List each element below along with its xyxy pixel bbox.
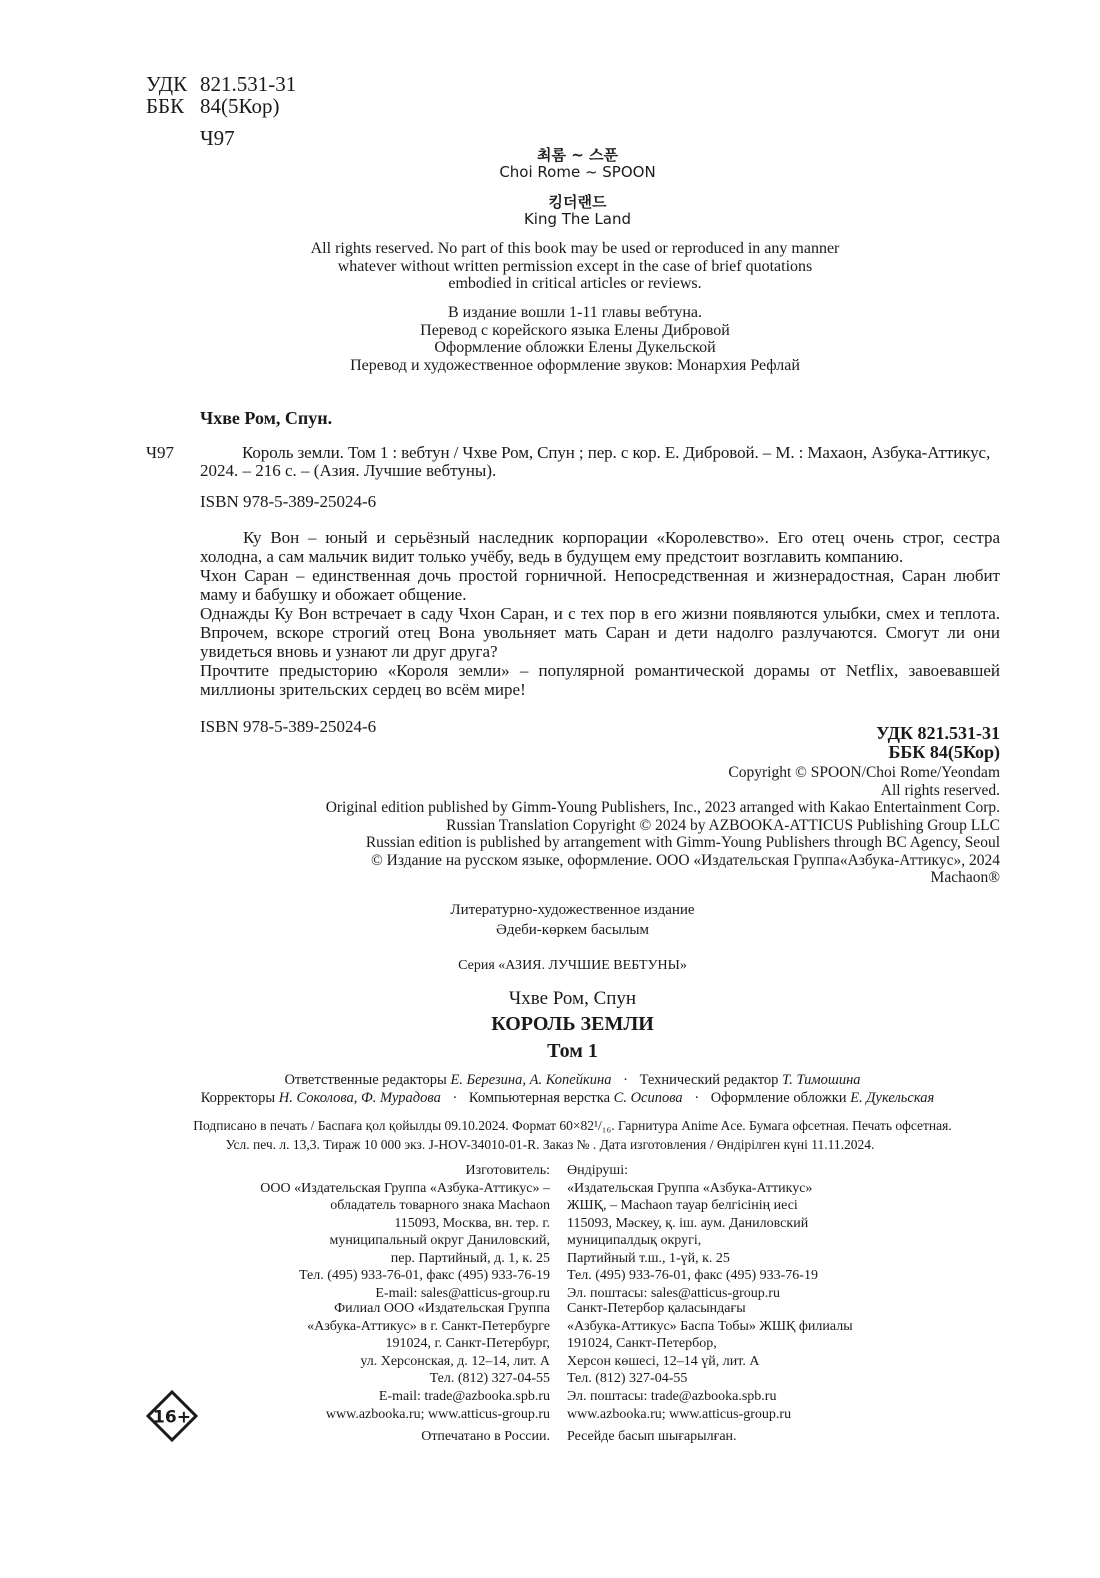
- imprint-line: пер. Партийный, д. 1, к. 25: [390, 1250, 550, 1266]
- annotation: [200, 528, 1000, 699]
- copyright-line: © Издание на русском языке, оформление. ООО «Издательская Группа«Азбука-Аттикус», 2024: [371, 851, 1000, 869]
- staff-names: Т. Тимошина: [782, 1072, 861, 1088]
- imprint-line: «Азбука-Аттикус» Баспа Тобы» ЖШҚ филиалы: [567, 1318, 853, 1334]
- age-rating-text: 16+: [153, 1407, 191, 1428]
- staff-separator: ·: [623, 1072, 628, 1088]
- imprint-line: Херсон көшесі, 12–14 үй, лит. А: [567, 1353, 760, 1369]
- edition-type-kz: Әдеби-көркем басылым: [496, 922, 649, 938]
- imprint-line: ул. Херсонская, д. 12–14, лит. А: [360, 1353, 550, 1369]
- staff-separator: ·: [694, 1090, 700, 1106]
- edition-volume: Том 1: [547, 1040, 598, 1062]
- imprint-line: Эл. поштасы: trade@azbooka.spb.ru: [567, 1388, 777, 1404]
- staff-names: Е. Дукельская: [850, 1090, 935, 1106]
- catalog-isbn: ISBN 978-5-389-25024-6: [200, 492, 377, 511]
- udk-label: УДК: [146, 72, 188, 96]
- copyright-line: Original edition published by Gimm-Young Publishers, Inc., 2023 arranged with Kakao Entertainment Corp.: [325, 799, 1000, 816]
- staff-separator: ·: [452, 1090, 458, 1106]
- imprint-line: Тел. (812) 327-04-55: [567, 1371, 688, 1386]
- udk-value: 821.531-31: [200, 72, 297, 96]
- staff-row-1: [0, 1072, 1100, 1089]
- rights-line: whatever without written permission except in the case of brief quotations: [337, 257, 813, 275]
- imprint-line: E-mail: sales@atticus-group.ru: [375, 1285, 550, 1301]
- rights-line: embodied in critical articles or reviews.: [448, 275, 702, 292]
- catalog-mark: Ч97: [146, 443, 175, 462]
- imprint-line: «Издательская Группа «Азбука-Аттикус»: [567, 1180, 813, 1196]
- credits-line: Оформление обложки Елены Дукельской: [434, 339, 716, 356]
- printed-right: Ресейде басып шығарылған.: [567, 1429, 737, 1444]
- imprint-line: 191024, г. Санкт-Петербург,: [385, 1336, 550, 1351]
- web-right: www.azbooka.ru; www.atticus-group.ru: [567, 1407, 792, 1422]
- imprint-line: ЖШҚ, – Machaon тауар белгісінің иесі: [567, 1198, 798, 1213]
- edition-type-ru: Литературно-художественное издание: [450, 902, 695, 918]
- copyright-line: Russian edition is published by arrangement with Gimm-Young Publishers through BC Agency, Seoul: [365, 834, 1000, 851]
- imprint-line: 115093, Москва, вн. тер. г.: [394, 1215, 550, 1231]
- staff-names: Н. Соколова, Ф. Мурадова: [278, 1090, 441, 1106]
- copyright-line: Copyright © SPOON/Choi Rome/Yeondam: [728, 764, 1000, 781]
- imprint-right-1: [567, 1162, 987, 1302]
- imprint-line: ООО «Издательская Группа «Азбука-Аттикус» –: [260, 1180, 550, 1196]
- staff-row-2: [0, 1090, 1100, 1107]
- catalog-line-2: 2024. – 216 с. – (Азия. Лучшие вебтуны).: [200, 461, 497, 480]
- copyright-line: Russian Translation Copyright © 2024 by AZBOOKA-ATTICUS Publishing Group LLC: [446, 816, 1000, 834]
- imprint-line: E-mail: trade@azbooka.spb.ru: [378, 1388, 550, 1404]
- imprint-line: Тел. (495) 933-76-01, факс (495) 933-76-19: [567, 1268, 818, 1283]
- imprint-line: Эл. поштасы: sales@atticus-group.ru: [567, 1285, 780, 1301]
- title-latin: King The Land: [523, 210, 632, 228]
- imprint-line: Изготовитель:: [465, 1163, 550, 1178]
- authors-latin: Choi Rome ~ SPOON: [499, 163, 656, 181]
- copyright-line: Machaon®: [930, 869, 1000, 886]
- imprint-line: Тел. (812) 327-04-55: [429, 1371, 550, 1386]
- catalog-line-1: Король земли. Том 1 : вебтун / Чхве Ром, Спун ; пер. с кор. Е. Дибровой. – М. : Махаон, Азбука-Аттикус,: [242, 443, 991, 462]
- web-left: www.azbooka.ru; www.atticus-group.ru: [325, 1407, 550, 1422]
- imprint-line: Өндіруші:: [567, 1163, 628, 1178]
- imprint-right-2: [567, 1300, 987, 1405]
- printed-left: Отпечатано в России.: [421, 1429, 550, 1444]
- imprint-line: Санкт-Петербор қаласындағы: [567, 1301, 746, 1316]
- imprint-line: муниципалдық округі,: [567, 1233, 702, 1248]
- imprint-line: «Азбука-Аттикус» в г. Санкт-Петербурге: [307, 1318, 550, 1334]
- bbk-right: ББК 84(5Кор): [888, 742, 1000, 762]
- annotation-paragraph: Ку Вон – юный и серьёзный наследник корпорации «Королевство». Его отец очень строг, сестра холодна, а сам мальчик видит только учёбу, ведь в будущем ему предстоит возглавить компанию.: [200, 528, 1000, 566]
- staff-role: Ответственные редакторы: [284, 1072, 447, 1088]
- staff-role: Корректоры: [200, 1090, 276, 1106]
- credits-line: Перевод и художественное оформление звуков: Монархия Рефлай: [350, 356, 800, 374]
- korean-authors: 최롬 ~ 스푼: [537, 146, 618, 164]
- bbk-label: ББК: [146, 94, 185, 118]
- author-mark: Ч97: [200, 126, 235, 150]
- print-line-1: Подписано в печать / Баспаға қол қойылды 09.10.2024. Формат 60×82¹/₁₆. Гарнитура Anime Ace. Бумага офсетная. Печать офсетная.: [193, 1118, 952, 1133]
- bbk-value: 84(5Кор): [200, 94, 280, 118]
- credits-top: [230, 304, 920, 374]
- imprint-line: Партийный т.ш., 1-үй, к. 25: [567, 1250, 730, 1266]
- credits-line: Перевод с корейского языка Елены Дибровой: [420, 321, 730, 339]
- imprint-line: 115093, Мәскеу, қ. іш. аум. Даниловский: [567, 1215, 809, 1231]
- staff-role: Оформление обложки: [710, 1090, 847, 1106]
- imprint-left-1: [150, 1162, 550, 1302]
- annotation-paragraph: Прочтите предысторию «Короля земли» – популярной романтической дорамы от Netflix, завоевавшей миллионы зрительских сердец во всём мире!: [200, 661, 1000, 699]
- imprint-line: Филиал ООО «Издательская Группа: [334, 1301, 550, 1316]
- imprint-line: Тел. (495) 933-76-01, факс (495) 933-76-19: [299, 1268, 550, 1283]
- staff-role: Компьютерная верстка: [468, 1090, 611, 1106]
- imprint-line: муниципальный округ Даниловский,: [329, 1233, 550, 1248]
- edition-authors: Чхве Ром, Спун: [508, 988, 637, 1009]
- edition-series: Серия «АЗИЯ. ЛУЧШИЕ ВЕБТУНЫ»: [458, 958, 687, 973]
- imprint-line: 191024, Санкт-Петербор,: [567, 1336, 717, 1351]
- staff-names: С. Осипова: [613, 1090, 683, 1106]
- imprint-line: обладатель товарного знака Machaon: [330, 1198, 550, 1213]
- age-rating-badge: [146, 1390, 198, 1442]
- copyright: [200, 764, 1000, 887]
- isbn-bottom: ISBN 978-5-389-25024-6: [200, 717, 377, 736]
- staff-names: Е. Березина, А. Копейкина: [450, 1072, 612, 1088]
- annotation-paragraph: Однажды Ку Вон встречает в саду Чхон Саран, и с тех пор в его жизни появляются улыбки, смех и теплота. Впрочем, вскоре строгий отец Вона увольняет мать Саран и дети надолго разлучаются. Смогут ли они увидеться вновь и узнают ли друг друга?: [200, 604, 1000, 661]
- edition-title: КОРОЛЬ ЗЕМЛИ: [491, 1013, 654, 1035]
- copyright-line: All rights reserved.: [880, 781, 1000, 799]
- credits-line: В издание вошли 1-11 главы вебтуна.: [447, 304, 703, 321]
- print-line-2: Усл. печ. л. 13,3. Тираж 10 000 экз. J-HOV-34010-01-R. Заказ № . Дата изготовления / Өндірілген күні 11.11.2024.: [225, 1137, 875, 1152]
- udk-right: УДК 821.531-31: [876, 723, 1000, 743]
- imprint-left-2: [150, 1300, 550, 1405]
- rights-notice: [230, 240, 920, 293]
- staff-role: Технический редактор: [639, 1072, 779, 1088]
- korean-title: 킹더랜드: [548, 193, 607, 211]
- rights-line: All rights reserved. No part of this book may be used or reproduced in any manner: [310, 240, 840, 257]
- annotation-paragraph: Чхон Саран – единственная дочь простой горничной. Непосредственная и жизнерадостная, Саран любит маму и бабушку и обожает общение.: [200, 566, 1000, 604]
- catalog-heading: Чхве Ром, Спун.: [200, 408, 333, 428]
